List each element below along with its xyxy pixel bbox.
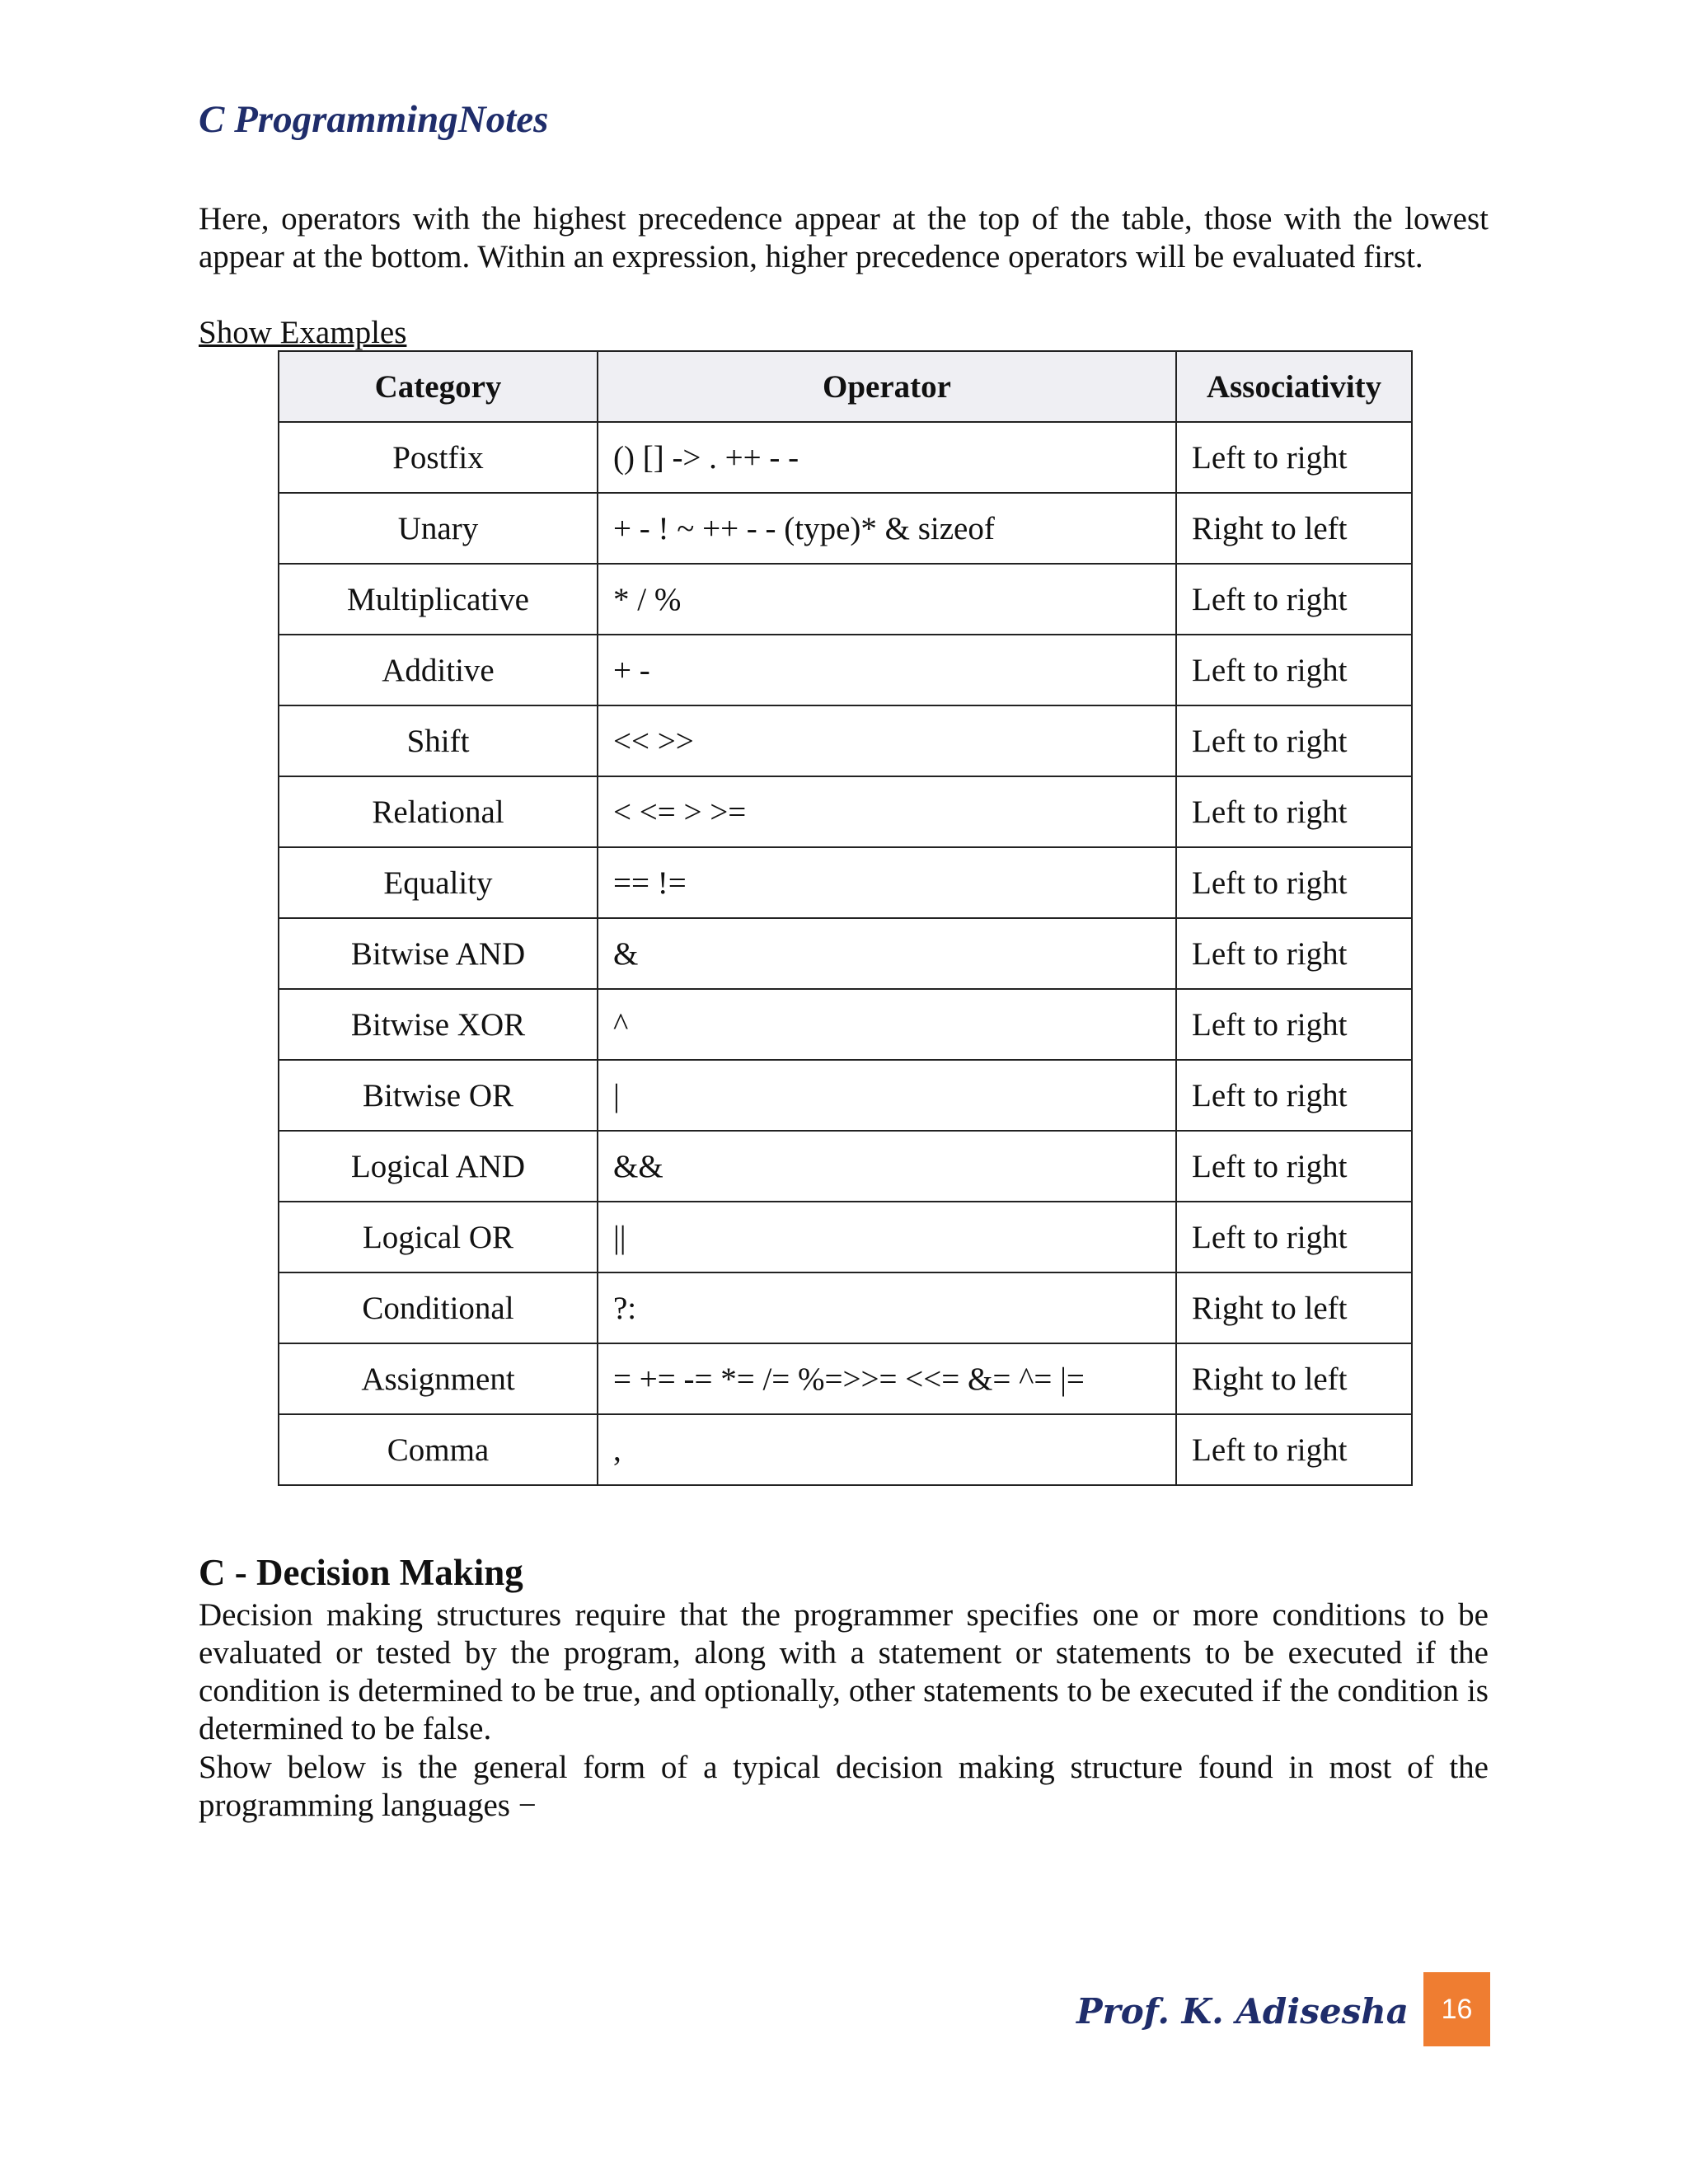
associativity-cell: Right to left [1176, 1343, 1412, 1414]
footer-author: Prof. K. Adisesha [1076, 1991, 1409, 2032]
associativity-cell: Left to right [1176, 847, 1412, 918]
table-row [279, 1202, 1412, 1272]
associativity-cell: Left to right [1176, 918, 1412, 989]
associativity-cell: Left to right [1176, 1131, 1412, 1202]
associativity-cell: Left to right [1176, 1202, 1412, 1272]
category-cell: Assignment [279, 1343, 598, 1414]
associativity-cell: Left to right [1176, 1414, 1412, 1485]
category-cell: Multiplicative [279, 564, 598, 635]
table-row [279, 847, 1412, 918]
table-row [279, 635, 1412, 705]
operator-cell: () [] -> . ++ - - [598, 422, 1176, 493]
show-examples-link[interactable]: Show Examples [199, 315, 407, 350]
operator-cell: ?: [598, 1272, 1176, 1343]
associativity-cell: Left to right [1176, 422, 1412, 493]
decision-making-paragraph: Decision making structures require that the programmer specifies one or more conditions to be evaluated or tested by the program, along with a statement or statements to be executed if the condition is determined to be true, and optionally, other statements to be executed if the condition is determined to be false. [199, 1597, 1489, 1746]
associativity-cell: Left to right [1176, 776, 1412, 847]
table-row [279, 1414, 1412, 1485]
category-cell: Additive [279, 635, 598, 705]
operator-cell: * / % [598, 564, 1176, 635]
table-row [279, 776, 1412, 847]
associativity-cell: Left to right [1176, 564, 1412, 635]
operator-cell: + - ! ~ ++ - - (type)* & sizeof [598, 493, 1176, 564]
category-cell: Logical AND [279, 1131, 598, 1202]
category-cell: Conditional [279, 1272, 598, 1343]
operator-cell: < <= > >= [598, 776, 1176, 847]
decision-structure-paragraph: Show below is the general form of a typical decision making structure found in most of the programming languages − [199, 1750, 1489, 1823]
header-associativity: Associativity [1176, 351, 1412, 422]
associativity-cell: Right to left [1176, 1272, 1412, 1343]
header-operator: Operator [598, 351, 1176, 422]
category-cell: Bitwise AND [279, 918, 598, 989]
associativity-cell: Left to right [1176, 989, 1412, 1060]
category-cell: Unary [279, 493, 598, 564]
category-cell: Relational [279, 776, 598, 847]
intro-paragraph: Here, operators with the highest precedence appear at the top of the table, those with the lowest appear at the bottom. Within an expression, higher precedence operators will be evaluated first. [199, 201, 1489, 274]
operator-cell: << >> [598, 705, 1176, 776]
operator-cell: + - [598, 635, 1176, 705]
table-row [279, 1060, 1412, 1131]
operator-cell: = += -= *= /= %=>>= <<= &= ^= |= [598, 1343, 1176, 1414]
table-row [279, 422, 1412, 493]
table-row [279, 918, 1412, 989]
category-cell: Shift [279, 705, 598, 776]
table-row [279, 1131, 1412, 1202]
category-cell: Bitwise OR [279, 1060, 598, 1131]
operator-precedence-table [278, 350, 1413, 1486]
table-row [279, 1272, 1412, 1343]
page-number-badge: 16 [1423, 1972, 1490, 2046]
table-row [279, 705, 1412, 776]
category-cell: Equality [279, 847, 598, 918]
operator-cell: ^ [598, 989, 1176, 1060]
operator-cell: && [598, 1131, 1176, 1202]
operator-cell: & [598, 918, 1176, 989]
operator-cell: == != [598, 847, 1176, 918]
associativity-cell: Left to right [1176, 1060, 1412, 1131]
category-cell: Postfix [279, 422, 598, 493]
table-row [279, 493, 1412, 564]
operator-cell: | [598, 1060, 1176, 1131]
associativity-cell: Right to left [1176, 493, 1412, 564]
table-row [279, 564, 1412, 635]
decision-making-heading: C - Decision Making [199, 1552, 523, 1593]
category-cell: Logical OR [279, 1202, 598, 1272]
table-row [279, 989, 1412, 1060]
category-cell: Comma [279, 1414, 598, 1485]
table-row [279, 1343, 1412, 1414]
category-cell: Bitwise XOR [279, 989, 598, 1060]
header-category: Category [279, 351, 598, 422]
operator-cell: || [598, 1202, 1176, 1272]
table-header-row [279, 351, 1412, 422]
associativity-cell: Left to right [1176, 705, 1412, 776]
page-header-title: C ProgrammingNotes [199, 98, 549, 141]
operator-cell: , [598, 1414, 1176, 1485]
associativity-cell: Left to right [1176, 635, 1412, 705]
